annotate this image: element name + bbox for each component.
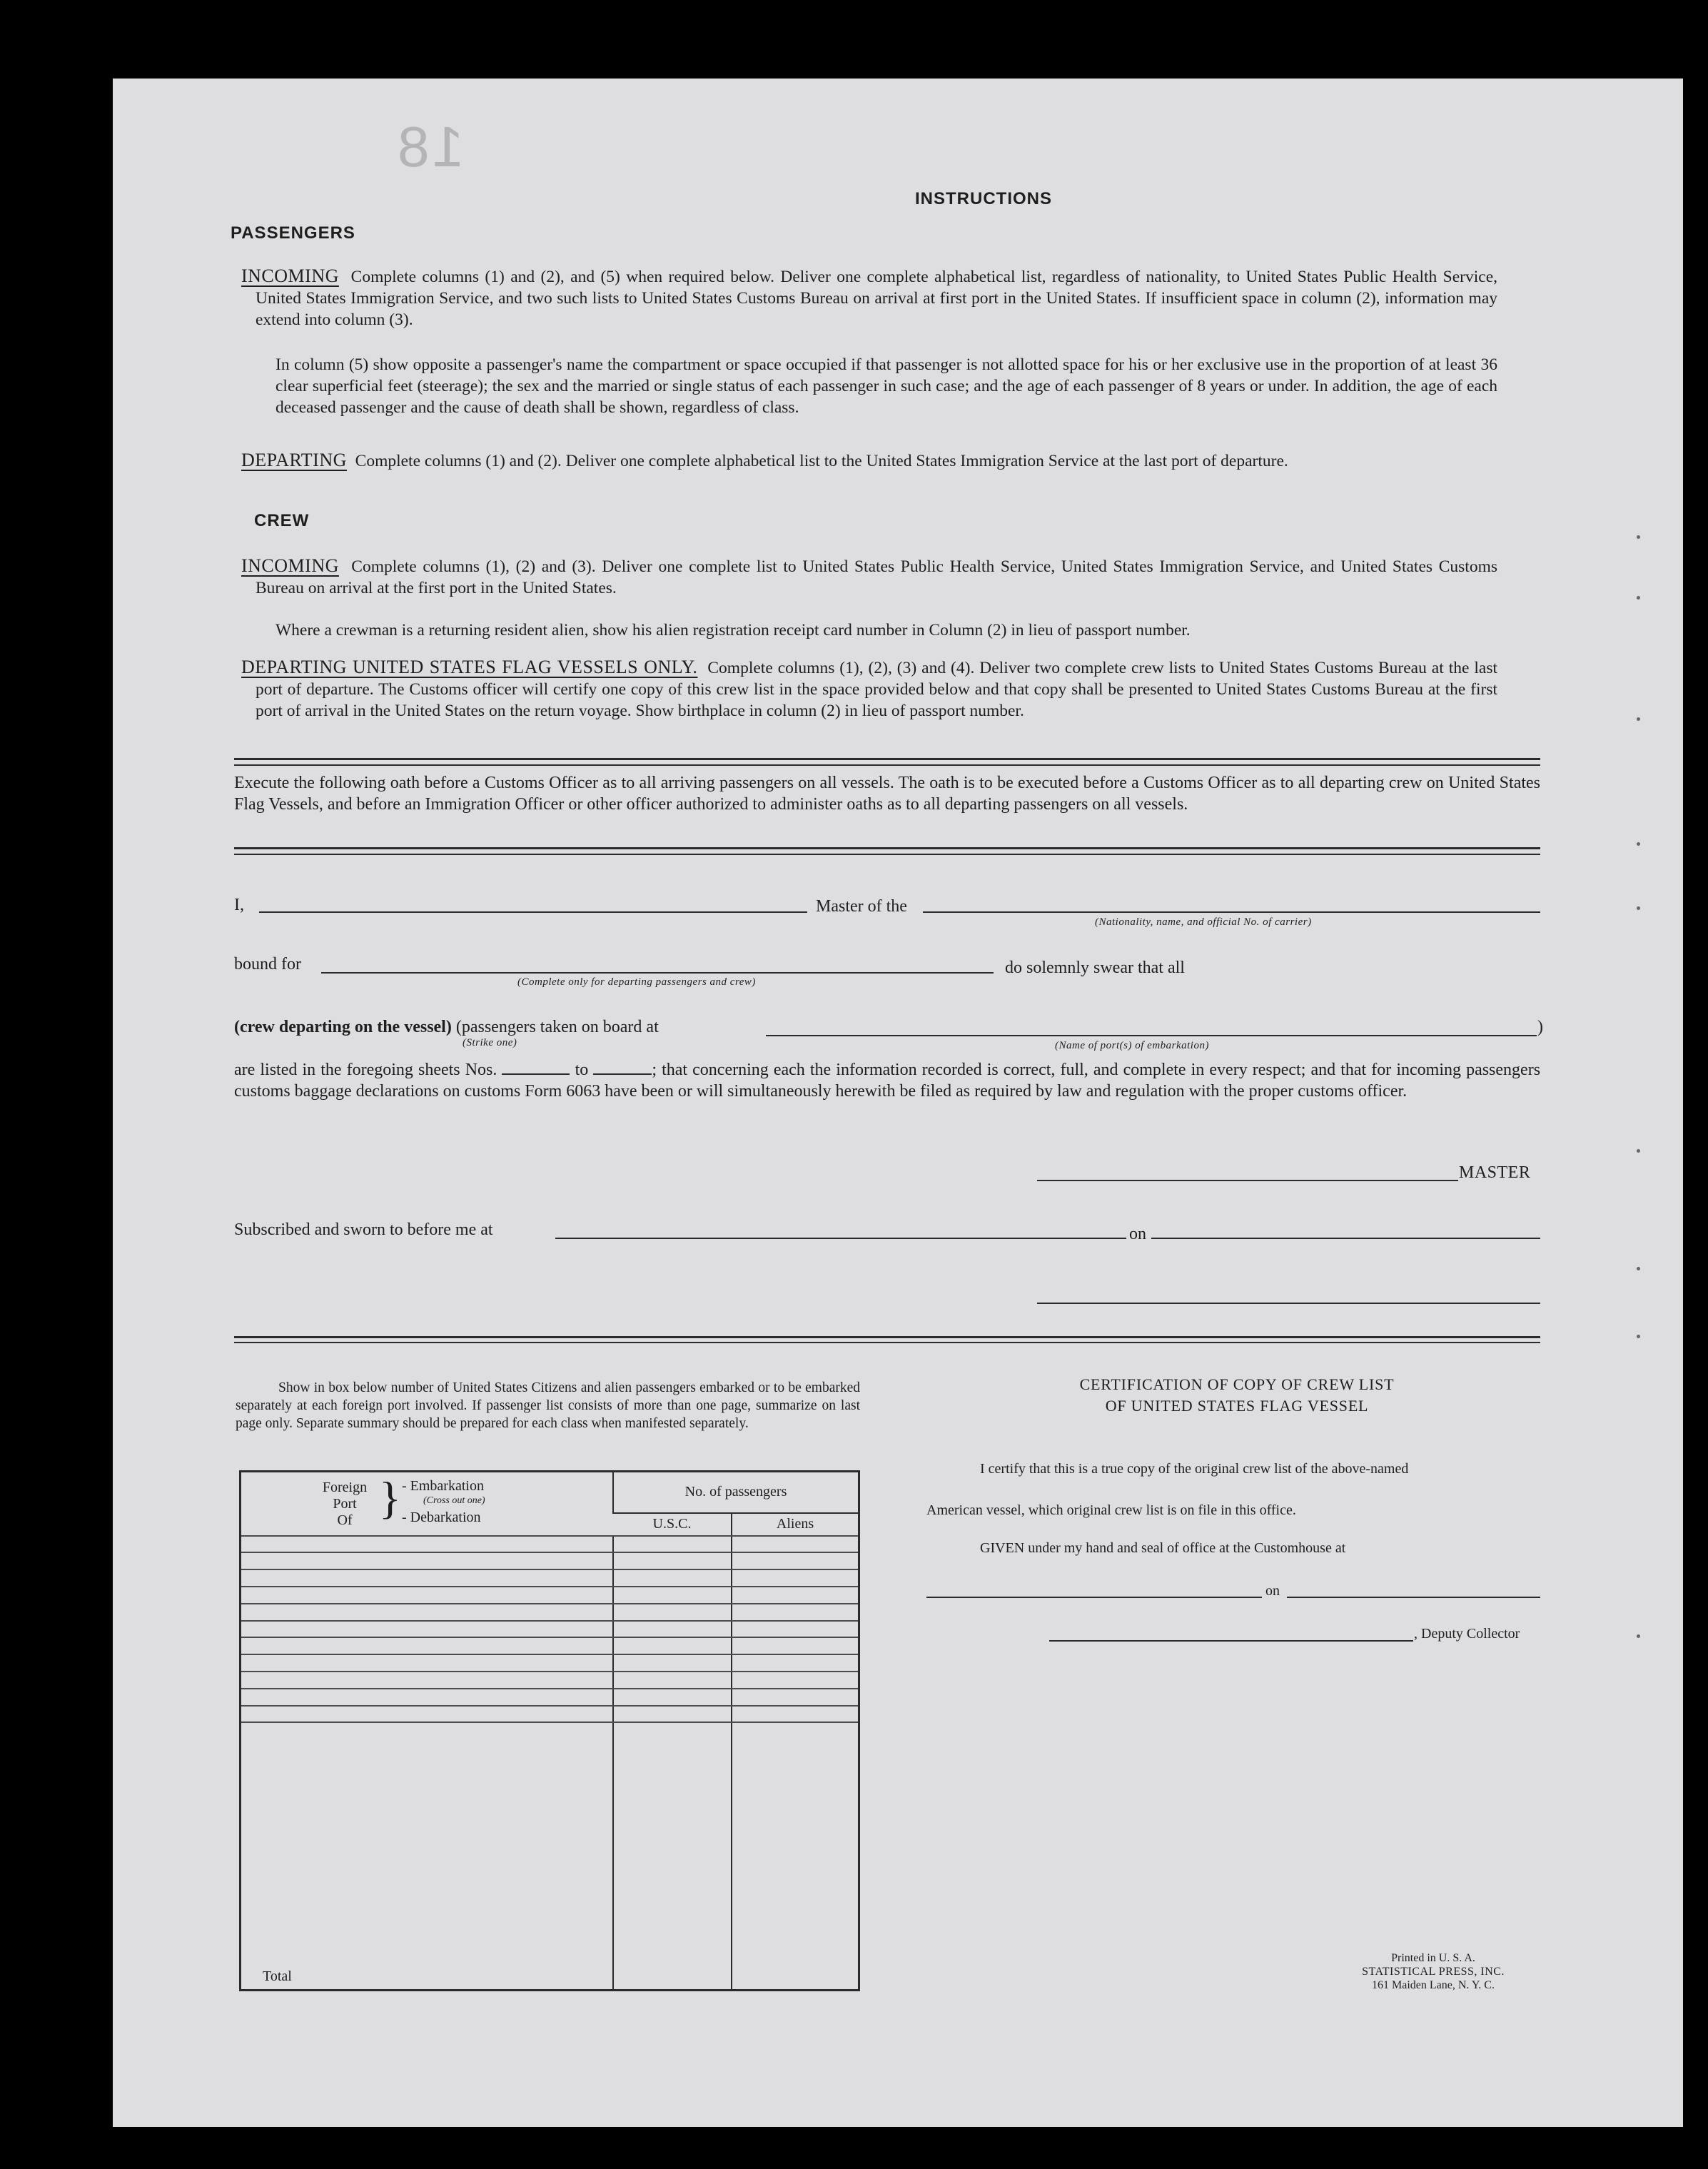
debarkation-label[interactable]: - Debarkation bbox=[402, 1510, 481, 1525]
aliens-header: Aliens bbox=[732, 1513, 859, 1536]
sheet-from-field[interactable] bbox=[502, 1061, 570, 1075]
summary-instructions: Show in box below number of United States Citizens and alien passengers embarked or to be embarked separately at each foreign port involved. If passenger list consists of more than one page, summarize on last page only. Separate summary should be prepared for each class when manifested separately. bbox=[236, 1380, 860, 1431]
passengers-departing-label: DEPARTING bbox=[241, 450, 347, 470]
speck bbox=[1637, 1335, 1640, 1338]
crew-departing-text: Complete columns (1), (2), (3) and (4). Deliver two complete crew lists to United States Customs Bureau at the last port of departure. The Customs officer will certify one copy of this crew list in the space provided below and that copy shall be presented to United States Customs Bureau at the first port of arrival in the United States on the return voyage. Show birthplace in column (2) in lieu of passport number. bbox=[256, 659, 1498, 720]
brace-icon: } bbox=[379, 1472, 401, 1523]
passengers-heading: PASSENGERS bbox=[231, 223, 355, 243]
speck bbox=[1637, 1149, 1640, 1153]
master-name-field[interactable] bbox=[259, 911, 807, 913]
port-caption: (Name of port(s) of embarkation) bbox=[1055, 1040, 1209, 1051]
speck bbox=[1637, 596, 1640, 600]
printer-line1: Printed in U. S. A. bbox=[1391, 1952, 1475, 1964]
crew-resident-paragraph: Where a crewman is a returning resident alien, show his alien registration receipt card number in Column (2) in lieu of passport number. bbox=[276, 621, 1191, 639]
printer-line2: STATISTICAL PRESS, INC. bbox=[1362, 1966, 1505, 1978]
certify-line1: I certify that this is a true copy of the original crew list of the above-named bbox=[980, 1461, 1409, 1477]
subscribed-label: Subscribed and sworn to before me at bbox=[234, 1220, 493, 1239]
embarkation-port-field[interactable] bbox=[766, 1035, 1537, 1036]
printer-line3: 161 Maiden Lane, N. Y. C. bbox=[1372, 1979, 1495, 1991]
certification-title bbox=[1034, 1374, 1440, 1417]
carrier-caption: (Nationality, name, and official No. of carrier) bbox=[1095, 916, 1312, 928]
passengers-departing-text: Complete columns (1) and (2). Deliver one complete alphabetical list to the United States Immigration Service at the last port of departure. bbox=[355, 452, 1288, 470]
summary-table bbox=[239, 1470, 860, 1991]
table-row[interactable] bbox=[241, 1552, 859, 1569]
oath-i-label: I, bbox=[234, 896, 244, 914]
total-label: Total bbox=[241, 1722, 614, 1990]
passengers-incoming-paragraph bbox=[241, 266, 1498, 330]
table-row[interactable] bbox=[241, 1569, 859, 1587]
table-row-total[interactable] bbox=[241, 1722, 859, 1990]
page-title: INSTRUCTIONS bbox=[915, 189, 1052, 208]
port-label: Port bbox=[333, 1496, 357, 1512]
listed-text-a: are listed in the foregoing sheets Nos. bbox=[234, 1061, 497, 1079]
master-label: MASTER bbox=[1459, 1163, 1531, 1182]
table-row[interactable] bbox=[241, 1637, 859, 1654]
subscribed-on-label: on bbox=[1129, 1225, 1146, 1243]
crew-incoming-text: Complete columns (1), (2) and (3). Deliver one complete list to United States Public Health Service, United States Immigration Service, and United States Customs Bureau on arrival at the first port in the United States. bbox=[256, 557, 1497, 597]
double-rule-3 bbox=[234, 1336, 1540, 1343]
listed-paragraph bbox=[234, 1059, 1540, 1102]
bound-for-caption: (Complete only for departing passengers and crew) bbox=[517, 976, 756, 988]
speck bbox=[1637, 842, 1640, 846]
bound-for-label: bound for bbox=[234, 955, 301, 974]
speck bbox=[1637, 1267, 1640, 1270]
sheet-to-field[interactable] bbox=[593, 1061, 652, 1075]
table-row[interactable] bbox=[241, 1689, 859, 1706]
table-row[interactable] bbox=[241, 1621, 859, 1638]
table-row[interactable] bbox=[241, 1654, 859, 1672]
table-row[interactable] bbox=[241, 1672, 859, 1689]
table-row[interactable] bbox=[241, 1536, 859, 1553]
passengers-incoming-label: INCOMING bbox=[241, 266, 339, 286]
form-page bbox=[113, 79, 1683, 2127]
table-row[interactable] bbox=[241, 1604, 859, 1621]
table-row[interactable] bbox=[241, 1706, 859, 1723]
printer-imprint bbox=[1326, 1951, 1540, 1992]
no-of-passengers-header: No. of passengers bbox=[613, 1472, 859, 1513]
speck bbox=[1637, 717, 1640, 721]
passengers-departing-paragraph bbox=[241, 450, 1497, 472]
subscribed-place-field[interactable] bbox=[555, 1238, 1126, 1239]
double-rule-1 bbox=[234, 758, 1540, 766]
listed-to: to bbox=[575, 1061, 589, 1079]
strike-one-caption: (Strike one) bbox=[463, 1037, 517, 1048]
column5-paragraph: In column (5) show opposite a passenger's name the compartment or space occupied if that passenger is not allotted space for his or her exclusive use in the proportion of at least 36 clear superficial feet (steerage); the sex and the married or single status of each passenger in such case; and the age of each passenger of 8 years or under. In addition, the age of each deceased passenger and the cause of death shall be shown, regardless of class. bbox=[276, 355, 1497, 417]
stamp-number: 18 bbox=[395, 115, 464, 178]
crew-passenger-line bbox=[234, 1018, 659, 1037]
double-rule-2 bbox=[234, 847, 1540, 855]
speck bbox=[1637, 535, 1640, 539]
certification-date-field[interactable] bbox=[1287, 1597, 1540, 1598]
speck bbox=[1637, 1634, 1640, 1638]
deputy-signature-field[interactable] bbox=[1049, 1640, 1413, 1642]
oath-intro: Execute the following oath before a Customs Officer as to all arriving passengers on all vessels. The oath is to be executed before a Customs Officer as to all departing crew on United States Flag Vessels, and before an Immigration Officer or other officer authorized to administer oaths as to all departing passengers on all vessels. bbox=[234, 774, 1540, 814]
port-header-cell bbox=[241, 1472, 614, 1536]
master-of-the-label: Master of the bbox=[816, 897, 907, 916]
passengers-taken-option[interactable]: (passengers taken on board at bbox=[455, 1018, 659, 1036]
crew-departing-paragraph bbox=[241, 657, 1498, 722]
solemnly-swear-label: do solemnly swear that all bbox=[1005, 959, 1185, 977]
usc-header: U.S.C. bbox=[613, 1513, 732, 1536]
master-signature-field[interactable] bbox=[1037, 1180, 1458, 1181]
foreign-port-of-label bbox=[313, 1480, 377, 1529]
certification-title-line1: CERTIFICATION OF COPY OF CREW LIST bbox=[1079, 1375, 1395, 1393]
crew-heading: CREW bbox=[254, 511, 310, 530]
deputy-collector-label: , Deputy Collector bbox=[1414, 1626, 1520, 1642]
table-row[interactable] bbox=[241, 1587, 859, 1604]
certification-title-line2: OF UNITED STATES FLAG VESSEL bbox=[1105, 1397, 1369, 1415]
bound-for-field[interactable] bbox=[321, 972, 994, 974]
crew-incoming-label: INCOMING bbox=[241, 555, 339, 576]
officer-signature-field[interactable] bbox=[1037, 1303, 1540, 1304]
carrier-field[interactable] bbox=[923, 911, 1540, 913]
cross-out-caption: (Cross out one) bbox=[423, 1495, 485, 1506]
crew-incoming-paragraph bbox=[241, 555, 1497, 599]
of-label: Of bbox=[337, 1512, 353, 1528]
crew-departing-label: DEPARTING UNITED STATES FLAG VESSELS ONLY. bbox=[241, 657, 698, 677]
foreign-label: Foreign bbox=[322, 1480, 368, 1495]
certification-on-label: on bbox=[1265, 1583, 1280, 1599]
crew-departing-option[interactable]: (crew departing on the vessel) bbox=[234, 1018, 452, 1036]
close-paren: ) bbox=[1537, 1018, 1543, 1036]
passengers-incoming-text: Complete columns (1) and (2), and (5) when required below. Deliver one complete alphabetical list, regardless of nationality, to United States Public Health Service, United States Immigration Service, and two such lists to United States Customs Bureau on arrival at first port in the United States. If insufficient space in column (2), information may extend into column (3). bbox=[256, 268, 1498, 329]
given-line: GIVEN under my hand and seal of office at the Customhouse at bbox=[980, 1540, 1346, 1556]
subscribed-date-field[interactable] bbox=[1151, 1238, 1540, 1239]
customhouse-field[interactable] bbox=[926, 1597, 1262, 1598]
listed-text-b: ; that concerning each the information recorded is correct, full, and complete in every respect; and that for incoming passengers customs baggage declarations on customs Form 6063 have been or will simultaneously herewith be filed as required by law and regulation with the proper customs officer. bbox=[234, 1061, 1541, 1101]
certify-line2: American vessel, which original crew list is on file in this office. bbox=[926, 1502, 1296, 1518]
speck bbox=[1637, 906, 1640, 910]
embarkation-label[interactable]: - Embarkation bbox=[402, 1478, 484, 1494]
